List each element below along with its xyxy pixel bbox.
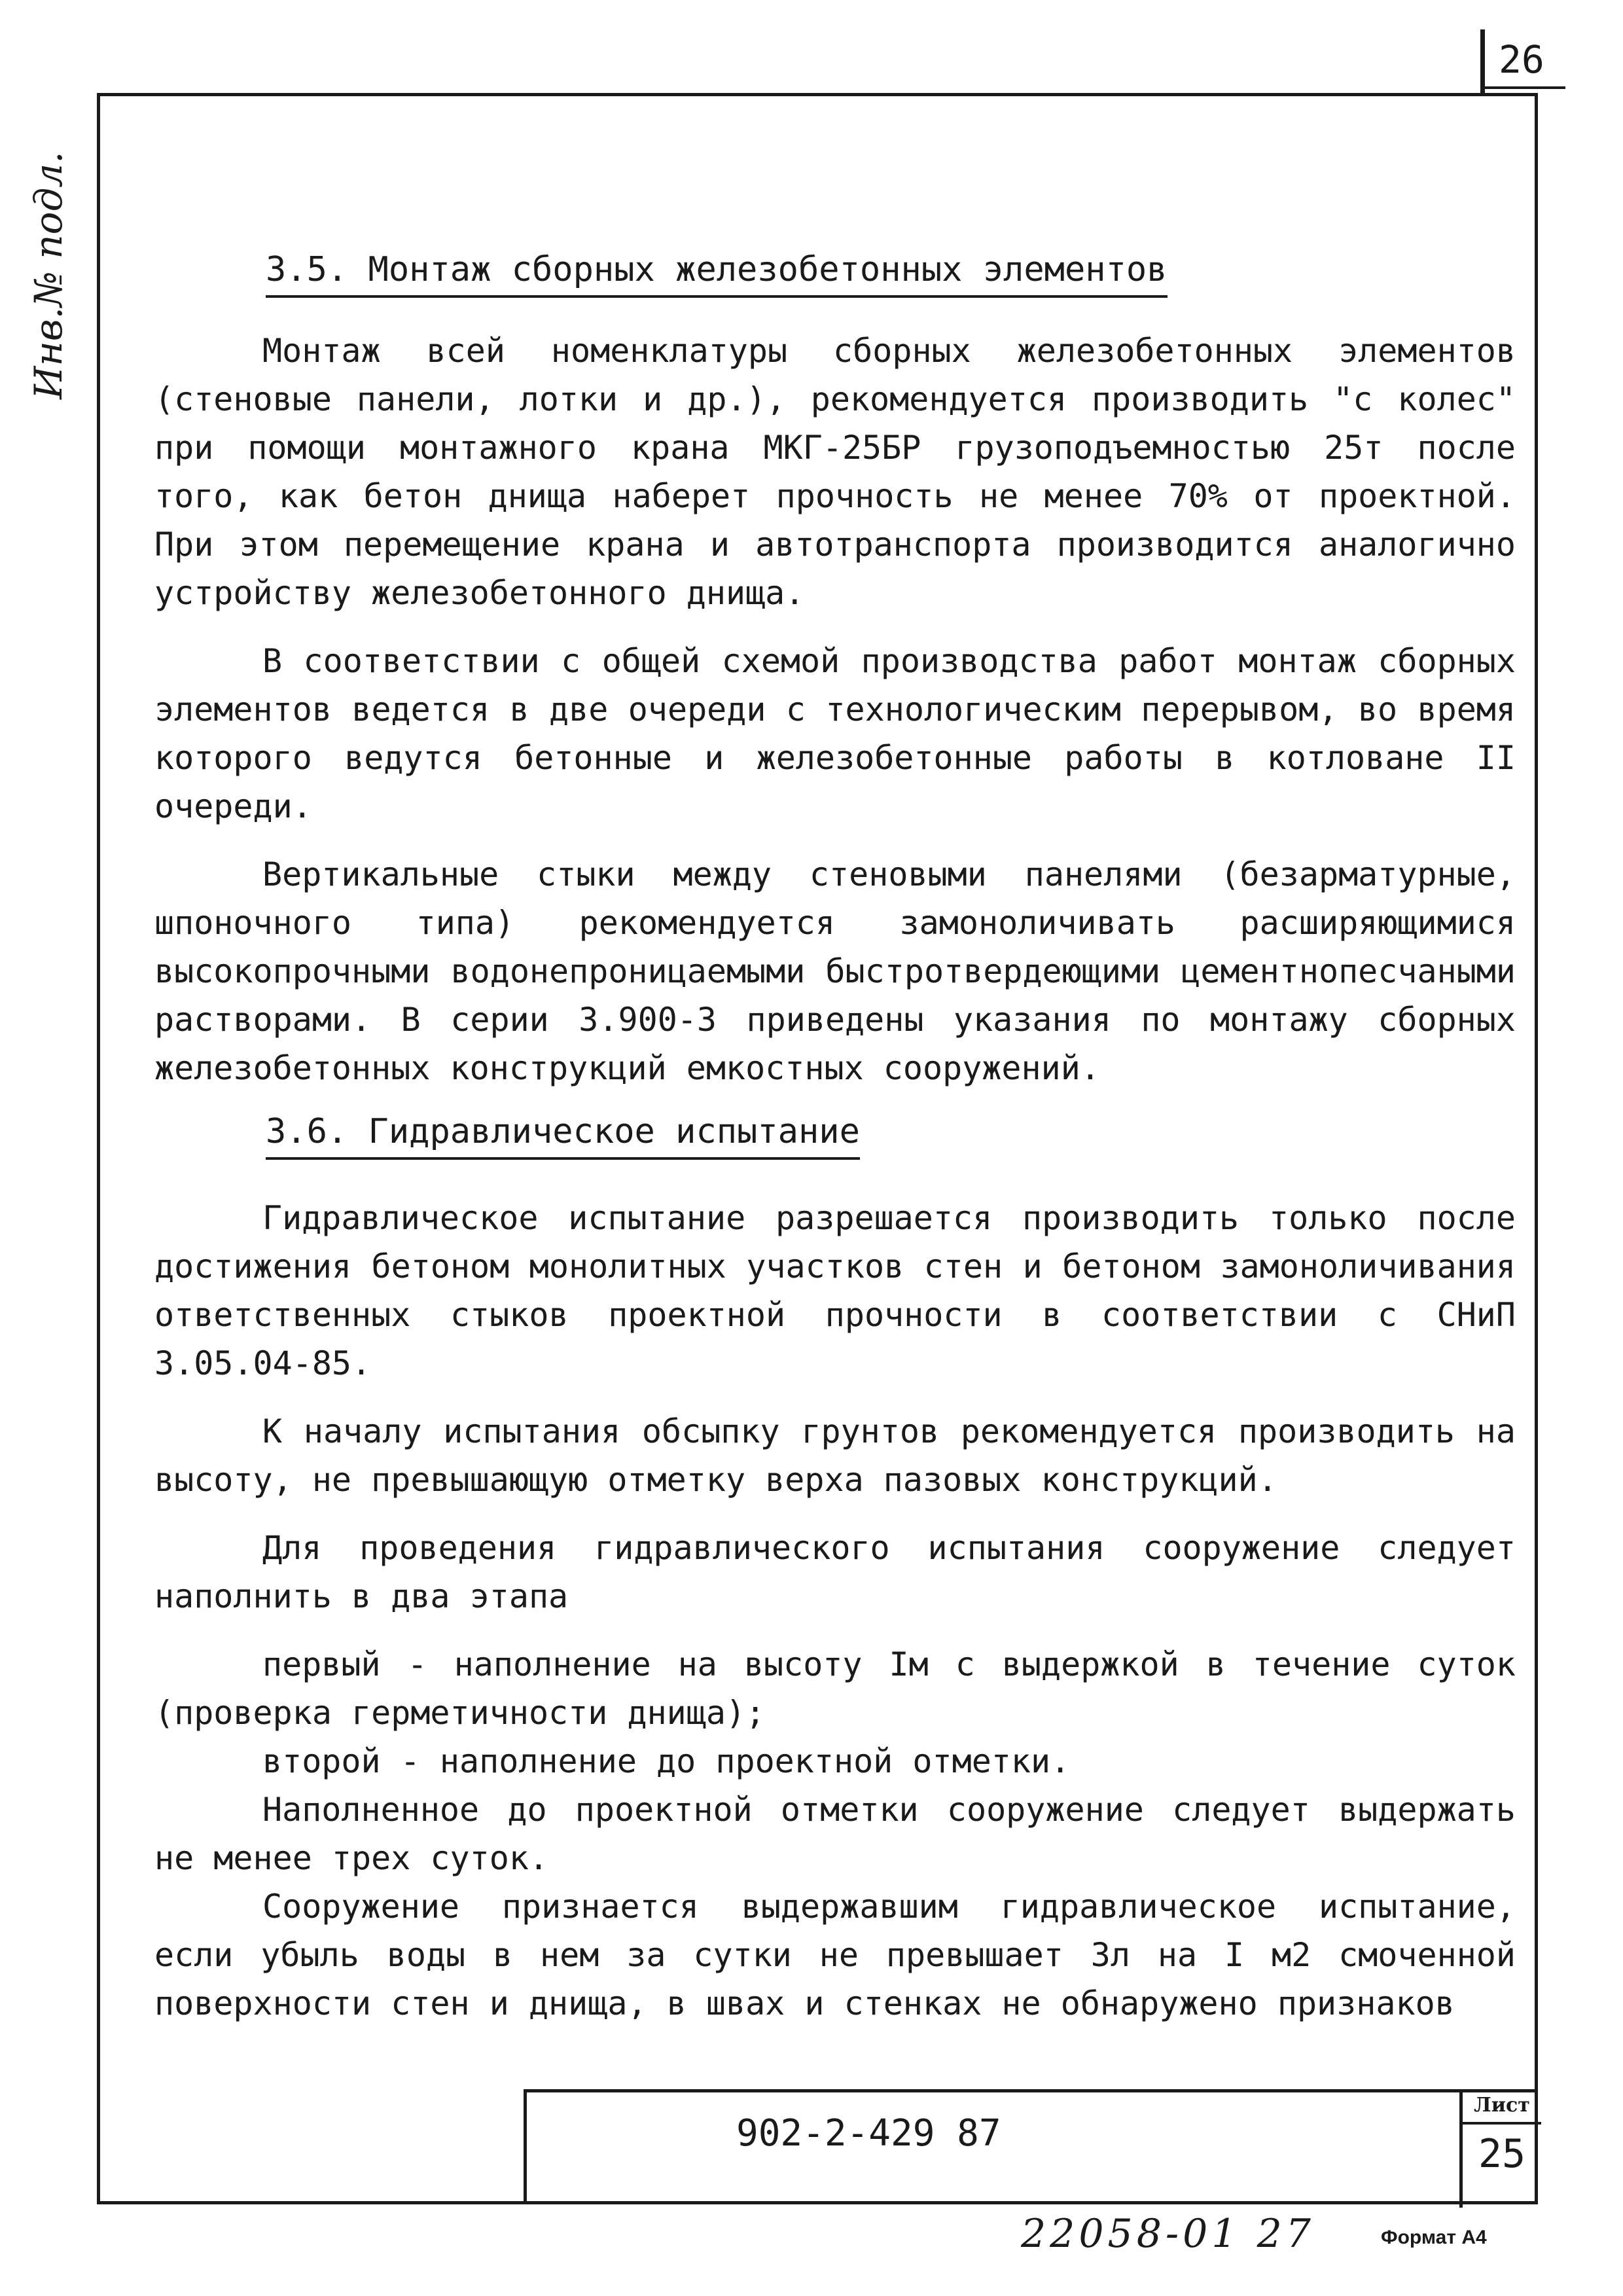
document-code: 902-2-429 87: [736, 2112, 1001, 2155]
sheet-number: 25: [1478, 2131, 1526, 2177]
sheet-label: Лист: [1463, 2089, 1541, 2125]
title-block-stamp: [524, 2089, 1538, 2204]
paragraph: Сооружение признается выдержавшим гидравлическое испытание, если убыль воды в нем за сутки не превышает 3л на I м2 смоченной поверхности стен и днища, в швах и стенках не обнаружено признаков: [154, 1888, 1516, 2022]
sheet-box: [1459, 2089, 1541, 2208]
document-body: [154, 249, 1516, 2028]
margin-inventory-note: Инв.№ подл.: [26, 151, 71, 399]
paragraph: К началу испытания обсыпку грунтов рекомендуется производить на высоту, не превышающую отметку верха пазовых конструкций.: [154, 1412, 1516, 1499]
top-corner-line: [1480, 86, 1565, 89]
list-item-stage-1: первый - наполнение на высоту Iм с выдержкой в течение суток (проверка герметичности днища);: [154, 1645, 1516, 1732]
list-item-stage-2: второй - наполнение до проектной отметки.: [262, 1742, 1071, 1780]
paragraph: Гидравлическое испытание разрешается производить только после достижения бетоном монолитных участков стен и бетоном замоноличивания ответственных стыков проектной прочности в соответствии с СНиП 3.05.04-85.: [154, 1199, 1516, 1382]
paragraph: Вертикальные стыки между стеновыми панелями (безарматурные, шпоночного типа) рекомендуется замоноличивать расширяющимися высокопрочными водонепроницаемыми быстротвердеющими цементнопесчаными растворами. В серии 3.900-3 приведены указания по монтажу сборных железобетонных конструкций емкостных сооружений.: [154, 855, 1516, 1087]
section-3-5-title: 3.5. Монтаж сборных железобетонных элементов: [266, 249, 1168, 298]
paragraph: Монтаж всей номенклатуры сборных железобетонных элементов (стеновые панели, лотки и др.), рекомендуется производить "с колес" при помощи монтажного крана МКГ-25БР грузоподъемностью 25т после того, как бетон днища наберет прочность не менее 70% от проектной. При этом перемещение крана и автотранспорта производится аналогично устройству железобетонного днища.: [154, 332, 1516, 612]
page-number-top: 26: [1499, 37, 1544, 82]
paragraph: В соответствии с общей схемой производства работ монтаж сборных элементов ведется в две очереди с технологическим перерывом, во время которого ведутся бетонные и железобетонные работы в котловане II очереди.: [154, 642, 1516, 825]
archive-number: 22058-01 27: [1021, 2211, 1315, 2257]
paragraph: Для проведения гидравлического испытания сооружение следует наполнить в два этапа: [154, 1529, 1516, 1615]
format-label: Формат А4: [1381, 2227, 1487, 2248]
section-3-6-title: 3.6. Гидравлическое испытание: [266, 1111, 860, 1160]
paragraph: Наполненное до проектной отметки сооружение следует выдержать не менее трех суток.: [154, 1791, 1516, 1877]
